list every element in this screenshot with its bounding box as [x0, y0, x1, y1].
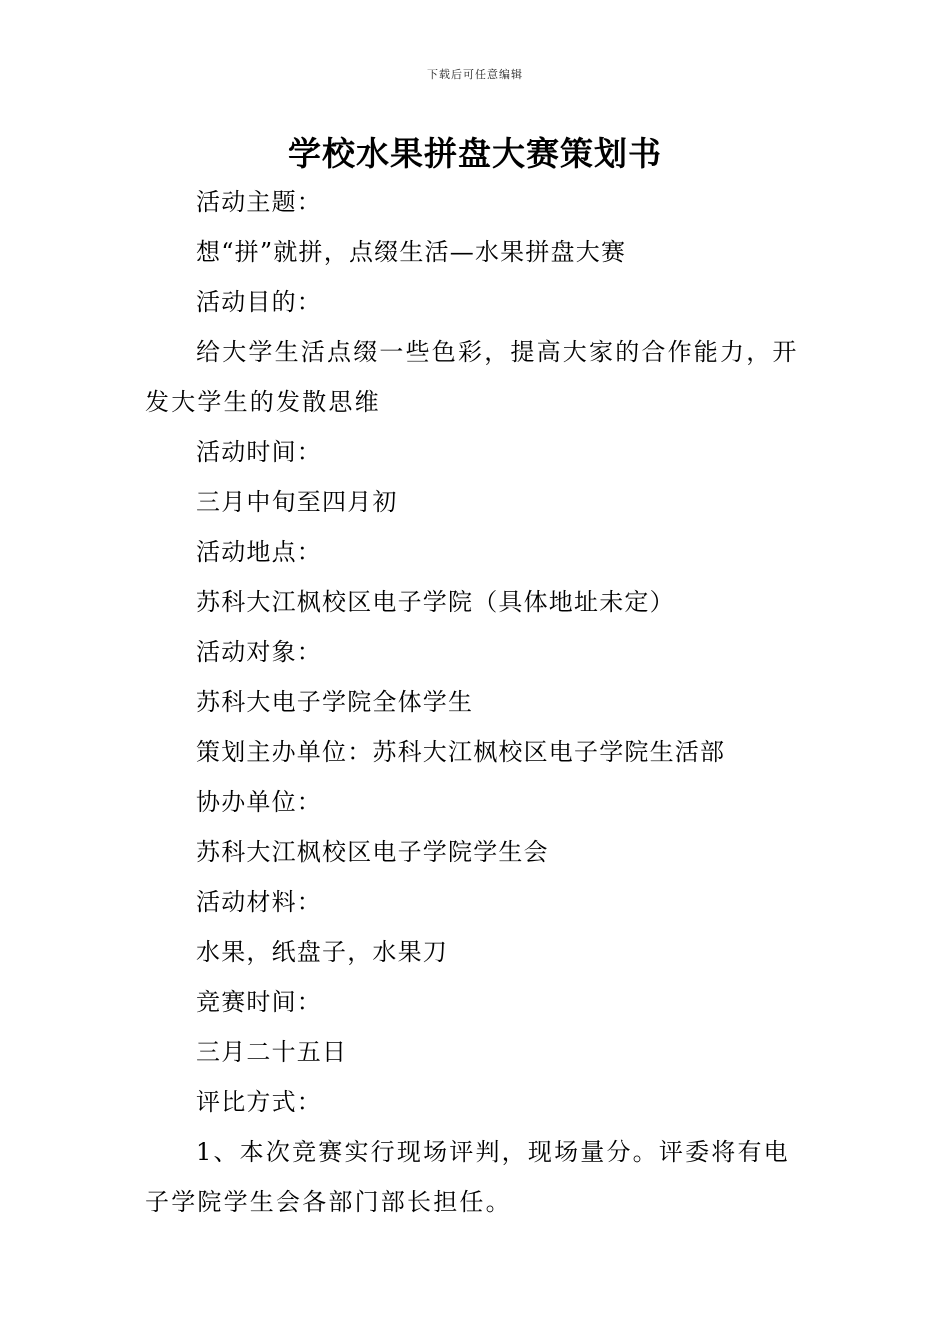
header-note: 下载后可任意编辑	[427, 68, 523, 81]
paragraph-organizer: 策划主办单位：苏科大江枫校区电子学院生活部	[196, 738, 726, 766]
paragraph-theme-label: 活动主题：	[196, 188, 322, 216]
paragraph-audience: 苏科大电子学院全体学生	[196, 688, 474, 716]
paragraph-purpose-label: 活动目的：	[196, 288, 322, 316]
paragraph-contest-time: 三月二十五日	[196, 1038, 348, 1066]
paragraph-judging-label: 评比方式：	[196, 1088, 322, 1116]
document-title: 学校水果拼盘大赛策划书	[288, 134, 662, 173]
paragraph-purpose: 给大学生活点缀一些色彩，提高大家的合作能力，开发大学生的发散思维	[145, 338, 799, 416]
paragraph-location-label: 活动地点：	[196, 538, 322, 566]
paragraph-materials-label: 活动材料：	[196, 888, 322, 916]
paragraph-co-organizer: 苏科大江枫校区电子学院学生会	[196, 838, 549, 866]
document-body	[145, 177, 807, 1227]
paragraph-location: 苏科大江枫校区电子学院（具体地址未定）	[196, 588, 675, 616]
paragraph-materials: 水果，纸盘子，水果刀	[196, 938, 448, 966]
paragraph-time-label: 活动时间：	[196, 438, 322, 466]
paragraph-theme: 想“拼”就拼，点缀生活—水果拼盘大赛	[196, 238, 627, 266]
paragraph-co-organizer-label: 协办单位：	[196, 788, 322, 816]
paragraph-time: 三月中旬至四月初	[196, 488, 398, 516]
paragraph-contest-time-label: 竞赛时间：	[196, 988, 322, 1016]
paragraph-judging-rule: 1、本次竞赛实行现场评判，现场量分。评委将有电子学院学生会各部门部长担任。	[145, 1138, 790, 1216]
paragraph-audience-label: 活动对象：	[196, 638, 322, 666]
